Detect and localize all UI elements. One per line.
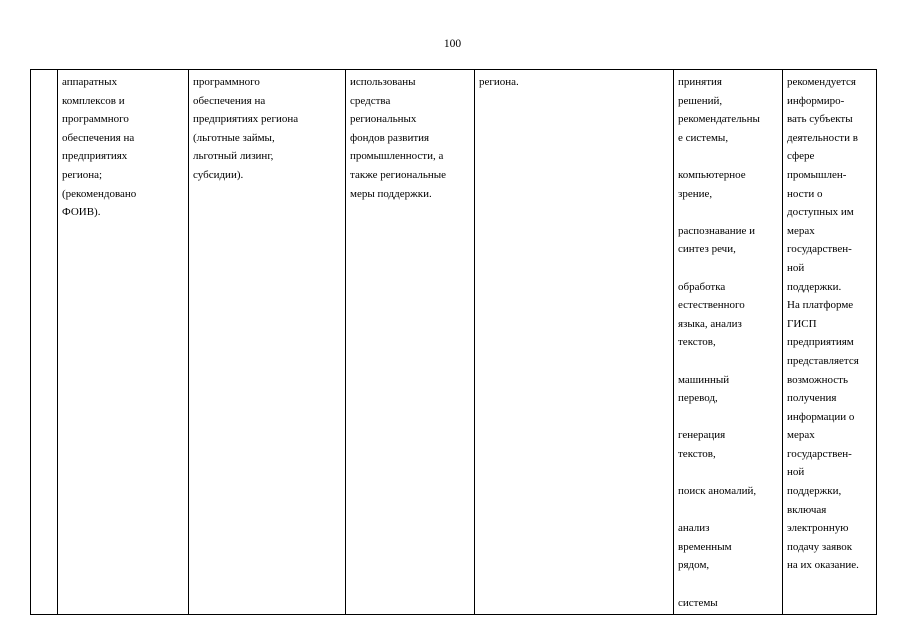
table-row — [31, 70, 877, 615]
table-cell: принятия решений, рекомендательны е системы, компьютерное зрение, распознавание и синтез речи, обработка естественного языка, анализ текстов, машинный перевод, генерация текстов, поиск аномалий, анализ временным рядом, системы — [674, 70, 783, 615]
table-cell: использованы средства региональных фондов развития промышленности, а также региональные меры поддержки. — [346, 70, 475, 615]
table-cell: программного обеспечения на предприятиях региона (льготные займы, льготный лизинг, субсидии). — [189, 70, 346, 615]
table-cell: рекомендуется информиро- вать субъекты деятельности в сфере промышлен- ности о доступных им мерах государствен- ной поддержки. На платформе ГИСП предприятиям представляется возможность получения информации о мерах государствен- ной поддержки, включая электронную подачу заявок на их оказание. — [783, 70, 877, 615]
document-table — [30, 69, 877, 615]
table-cell: аппаратных комплексов и программного обеспечения на предприятиях региона; (рекомендовано ФОИВ). — [58, 70, 189, 615]
table-cell-index — [31, 70, 58, 615]
table-cell: региона. — [475, 70, 674, 615]
page-number: 100 — [443, 38, 462, 50]
